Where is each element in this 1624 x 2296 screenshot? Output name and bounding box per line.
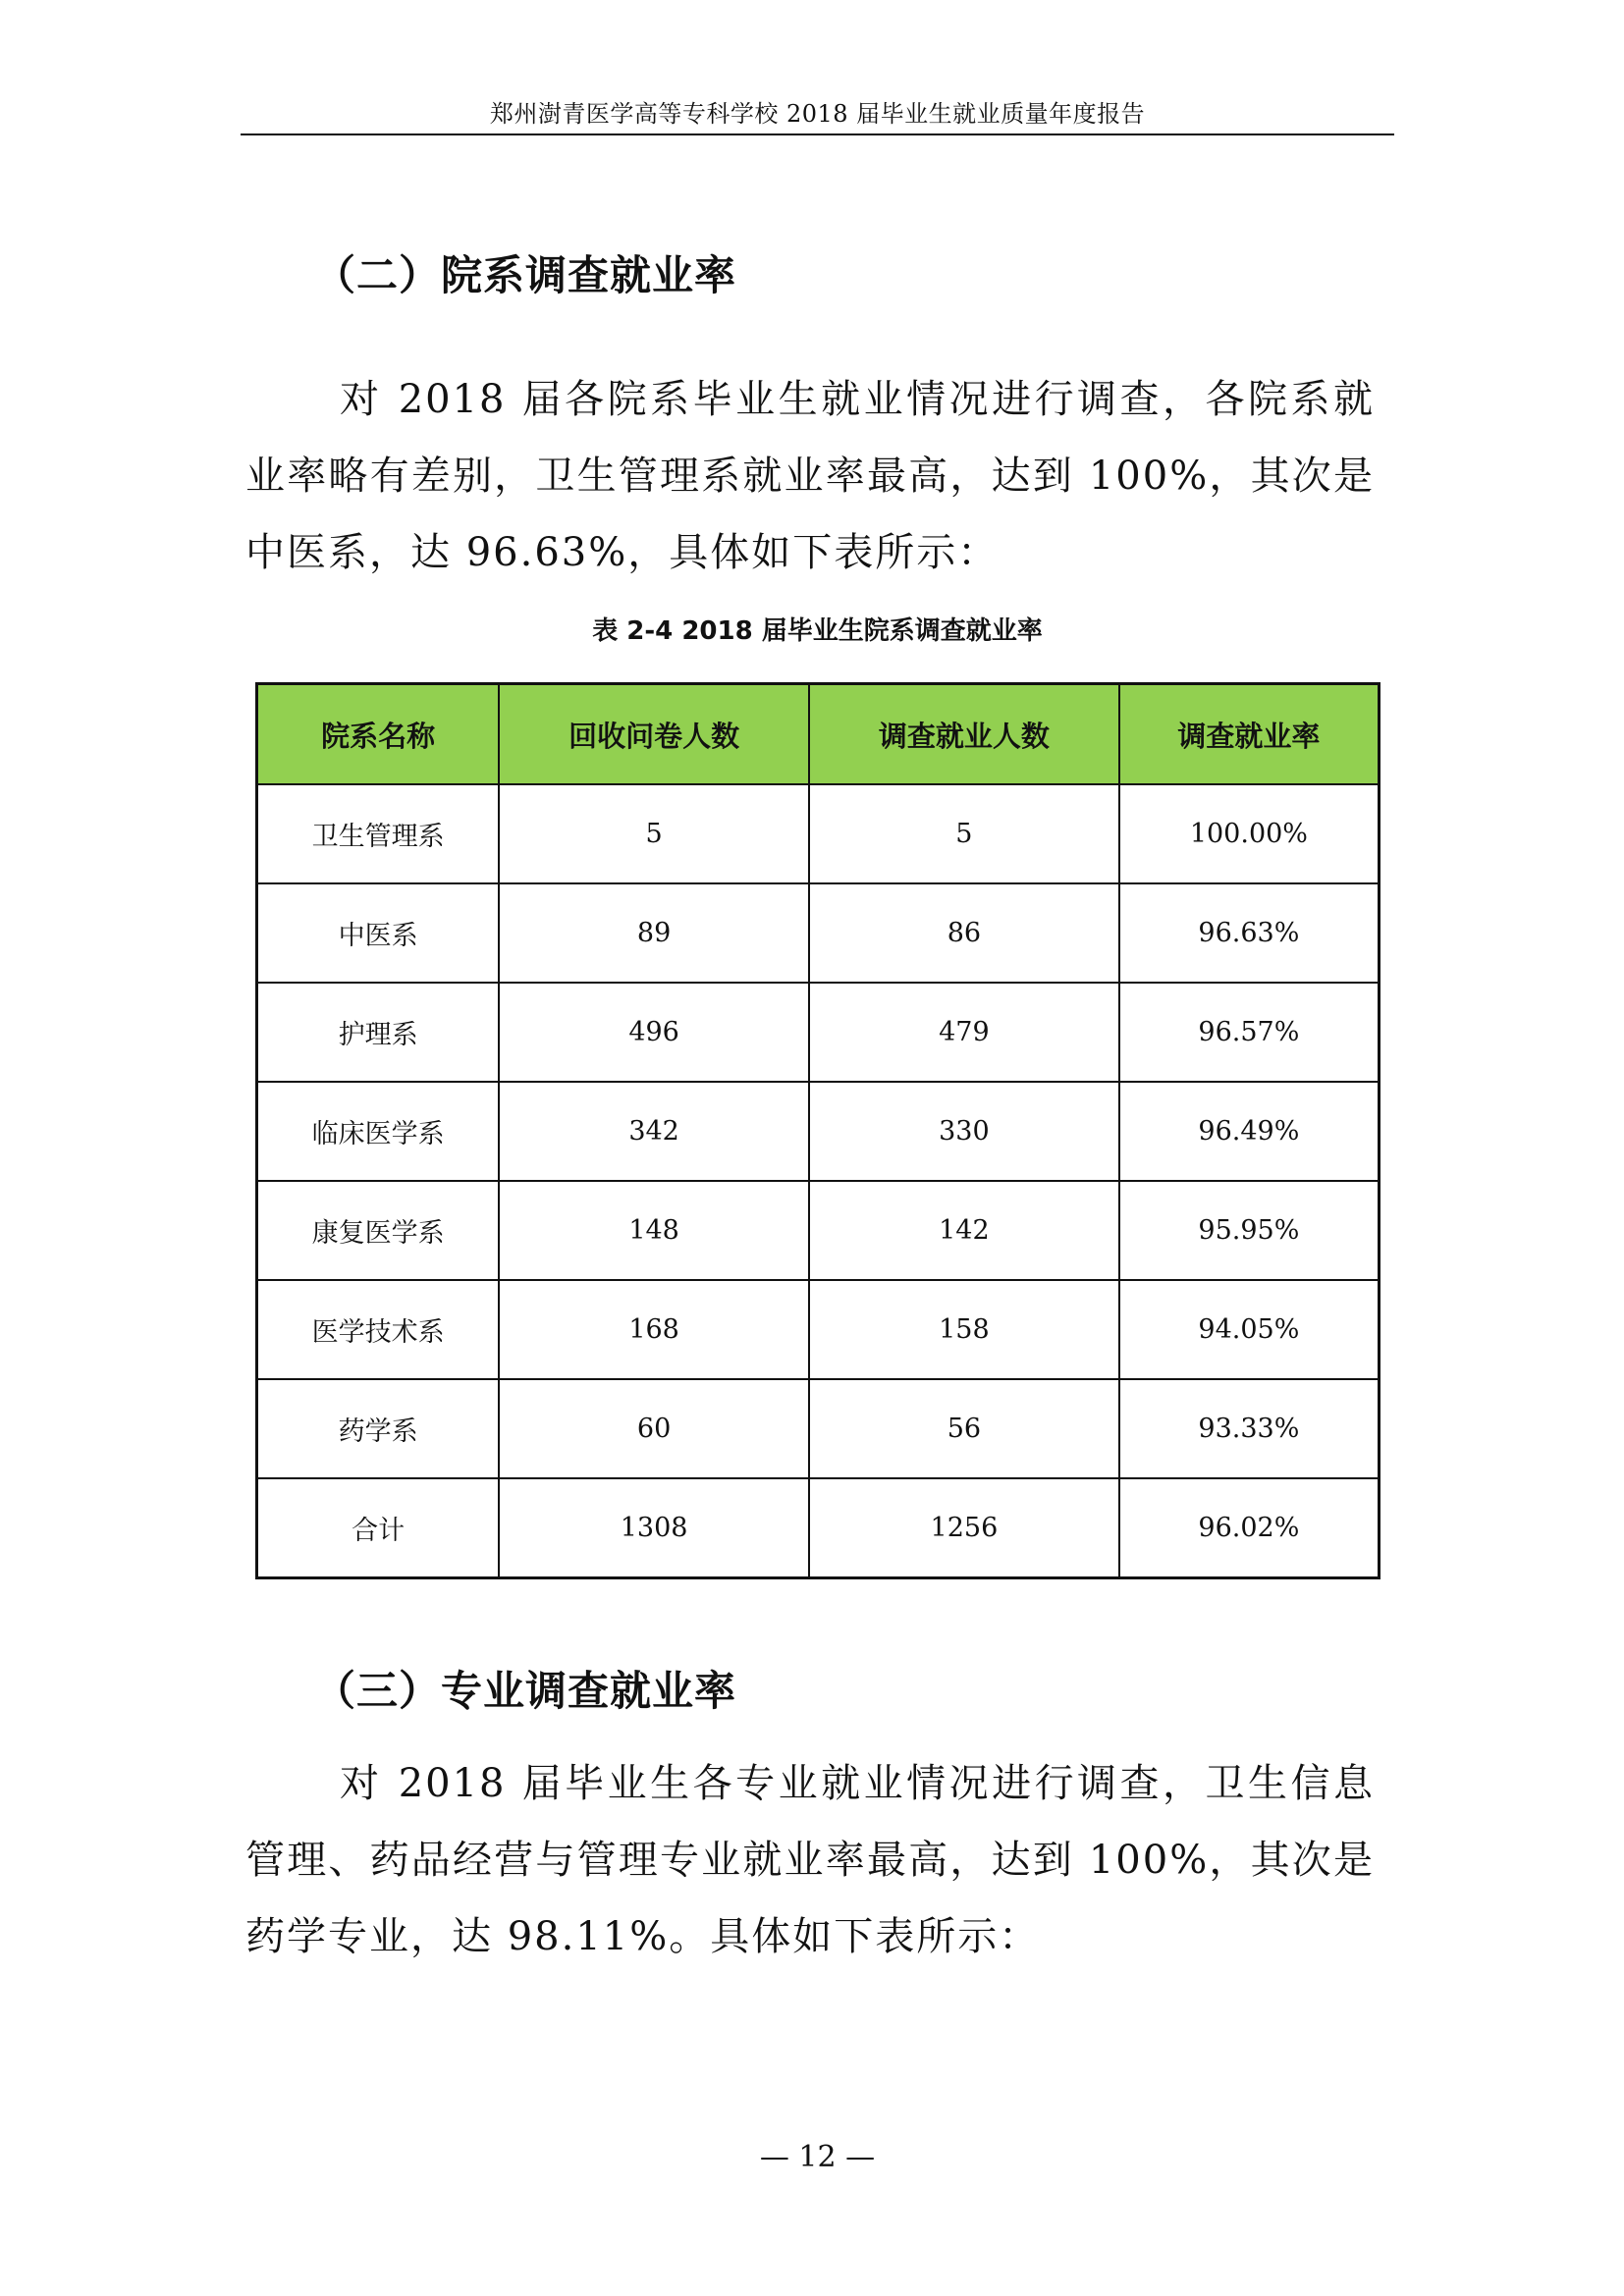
cell-surveys-returned: 168	[499, 1280, 809, 1379]
cell-employment-rate: 96.63%	[1119, 883, 1380, 983]
paragraph-departments: 对 2018 届各院系毕业生就业情况进行调查，各院系就业率略有差别，卫生管理系就业率最高，达到 100%，其次是中医系，达 96.63%，具体如下表所示：	[245, 377, 1375, 575]
cell-employed-count: 142	[809, 1181, 1119, 1280]
cell-employment-rate: 94.05%	[1119, 1280, 1380, 1379]
running-header: 郑州澍青医学高等专科学校 2018 届毕业生就业质量年度报告	[489, 100, 1146, 128]
cell-employment-rate: 96.49%	[1119, 1082, 1380, 1181]
cell-department: 护理系	[257, 983, 500, 1082]
cell-employed-count: 479	[809, 983, 1119, 1082]
table-row	[257, 1379, 1380, 1478]
cell-employment-rate: 96.57%	[1119, 983, 1380, 1082]
section-heading-majors: （三）专业调查就业率	[314, 1667, 737, 1715]
section-heading-departments: （二）院系调查就业率	[314, 251, 737, 299]
cell-employment-rate: 100.00%	[1119, 784, 1380, 883]
cell-surveys-returned: 342	[499, 1082, 809, 1181]
cell-department: 康复医学系	[257, 1181, 500, 1280]
column-header-department: 院系名称	[257, 684, 500, 785]
paragraph-majors: 对 2018 届毕业生各专业就业情况进行调查，卫生信息管理、药品经营与管理专业就业率最高，达到 100%，其次是药学专业，达 98.11%。具体如下表所示：	[245, 1761, 1375, 1959]
table-row	[257, 1181, 1380, 1280]
cell-employment-rate: 96.02%	[1119, 1478, 1380, 1578]
cell-department: 医学技术系	[257, 1280, 500, 1379]
cell-employment-rate: 95.95%	[1119, 1181, 1380, 1280]
cell-department: 卫生管理系	[257, 784, 500, 883]
cell-employed-count: 56	[809, 1379, 1119, 1478]
page-number: — 12 —	[759, 2140, 876, 2174]
cell-employed-count: 5	[809, 784, 1119, 883]
cell-surveys-returned: 60	[499, 1379, 809, 1478]
column-header-surveys-returned: 回收问卷人数	[499, 684, 809, 785]
cell-employment-rate: 93.33%	[1119, 1379, 1380, 1478]
cell-employed-count: 86	[809, 883, 1119, 983]
cell-employed-count: 1256	[809, 1478, 1119, 1578]
column-header-employment-rate: 调查就业率	[1119, 684, 1380, 785]
cell-department: 中医系	[257, 883, 500, 983]
table-row	[257, 784, 1380, 883]
cell-department: 临床医学系	[257, 1082, 500, 1181]
table-caption: 表 2-4 2018 届毕业生院系调查就业率	[592, 616, 1043, 646]
cell-employed-count: 330	[809, 1082, 1119, 1181]
cell-department: 药学系	[257, 1379, 500, 1478]
header-rule	[241, 133, 1394, 135]
employment-rate-table	[255, 682, 1380, 1579]
table-row	[257, 1082, 1380, 1181]
cell-employed-count: 158	[809, 1280, 1119, 1379]
column-header-employed-count: 调查就业人数	[809, 684, 1119, 785]
cell-department: 合计	[257, 1478, 500, 1578]
cell-surveys-returned: 148	[499, 1181, 809, 1280]
cell-surveys-returned: 5	[499, 784, 809, 883]
table-header-row	[257, 684, 1380, 785]
table-row	[257, 883, 1380, 983]
cell-surveys-returned: 89	[499, 883, 809, 983]
cell-surveys-returned: 496	[499, 983, 809, 1082]
table-row	[257, 983, 1380, 1082]
table-row-total	[257, 1478, 1380, 1578]
table-row	[257, 1280, 1380, 1379]
cell-surveys-returned: 1308	[499, 1478, 809, 1578]
